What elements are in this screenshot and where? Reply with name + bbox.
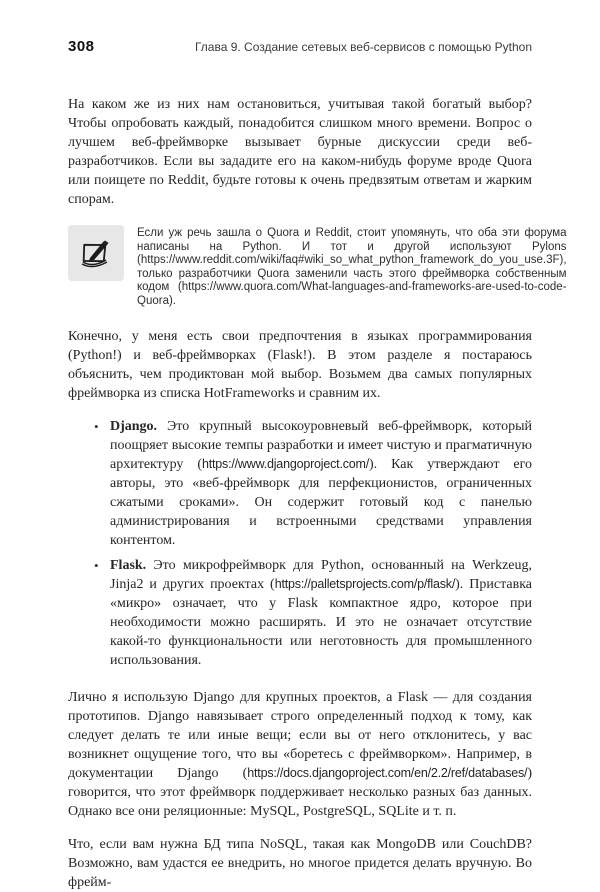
personal-text-before-url: Лично я использую Django для крупных проектов, а Flask — для создания прототипов. Django навязывает строго определенный подход к тому, как следует делать те или иные вещи; если вы от него отклонитесь, у вас возникнет ощущение того, что вы «боретесь с фреймворком». Например, в документации Django ( <box>68 689 532 781</box>
django-url: https://www.djangoproject.com/ <box>202 456 369 471</box>
pencil-note-icon <box>68 225 124 281</box>
running-head <box>68 38 532 55</box>
framework-list <box>68 417 532 670</box>
django-docs-url: https://docs.djangoproject.com/en/2.2/ref/databases/ <box>247 765 528 780</box>
intro-paragraph: На каком же из них нам остановиться, учитывая такой богатый выбор? Чтобы опробовать каждый, понадобится слишком много времени. Вопрос о лучшем веб-фреймворке вызывает бурные дискуссии среди веб-разработчиков. Если вы зададите его на каком-нибудь форуме вроде Quora или поищете по Reddit, будьте готовы к очень предвзятым ответам и жарким спорам. <box>68 97 532 207</box>
bullet-icon: • <box>94 557 99 573</box>
personal-text-after-url: ) говорится, что этот фреймворк поддерживает несколько разных баз данных. Однако все они реляционные: MySQL, PostgreSQL, SQLite и т. п. <box>68 765 532 819</box>
personal-paragraph <box>68 688 532 821</box>
note-text: Если уж речь зашла о Quora и Reddit, стоит упомянуть, что оба эти форума написаны на Python. И тот и другой используют Pylons (https://www.reddit.com/wiki/faq#wiki_so_what_python_framework_do_you_use.3F), только разработчики Quora заменили часть этого фреймворка собственным кодом (https://www.quora.com/What-languages-and-frameworks-are-used-to-code-Quora). <box>137 227 567 307</box>
flask-text-after-url: ). Приставка «микро» означает, что у Flask компактное ядро, которое при необходимости можно расширять. И это не означает отсутствие какой-то функциональности или неготовность для промышленного использования. <box>110 576 532 668</box>
list-item-flask <box>94 556 532 670</box>
django-text-before-url: Это крупный высокоуровневый веб-фреймворк, который поощряет высокие темпы разработки и имеет чистую и прагматичную архитектуру ( <box>110 418 532 472</box>
flask-text-before-url: Это микрофреймворк для Python, основанный на Werkzeug, Jinja2 и других проектах ( <box>110 557 532 592</box>
nosql-paragraph: Что, если вам нужна БД типа NoSQL, такая как MongoDB или CouchDB? Возможно, вам удастся ее внедрить, но многое придется делать вручную. Во фрейм- <box>68 836 532 890</box>
preference-paragraph: Конечно, у меня есть свои предпочтения в языках программирования (Python!) и веб-фреймворках (Flask!). В этом разделе я постараюсь объяснить, чем продиктован мой выбор. Возьмем два самых популярных фреймворка из списка HotFrameworks и сравним их. <box>68 328 532 401</box>
note-block <box>68 225 567 309</box>
django-text-after-url: ). Как утверждают его авторы, это «веб-фреймворк для перфекционистов, ограниченных сжатыми сроками». Он содержит готовый код с панелью администрирования и встроенными средствами управления контентом. <box>110 456 532 548</box>
bullet-icon: • <box>94 418 99 434</box>
page-number: 308 <box>68 38 95 55</box>
flask-term: Flask. <box>110 557 147 573</box>
flask-url: https://palletsprojects.com/p/flask/ <box>274 576 456 591</box>
chapter-title: Глава 9. Создание сетевых веб-сервисов с помощью Python <box>194 40 532 54</box>
list-item-django <box>94 417 532 550</box>
django-term: Django. <box>110 418 158 434</box>
